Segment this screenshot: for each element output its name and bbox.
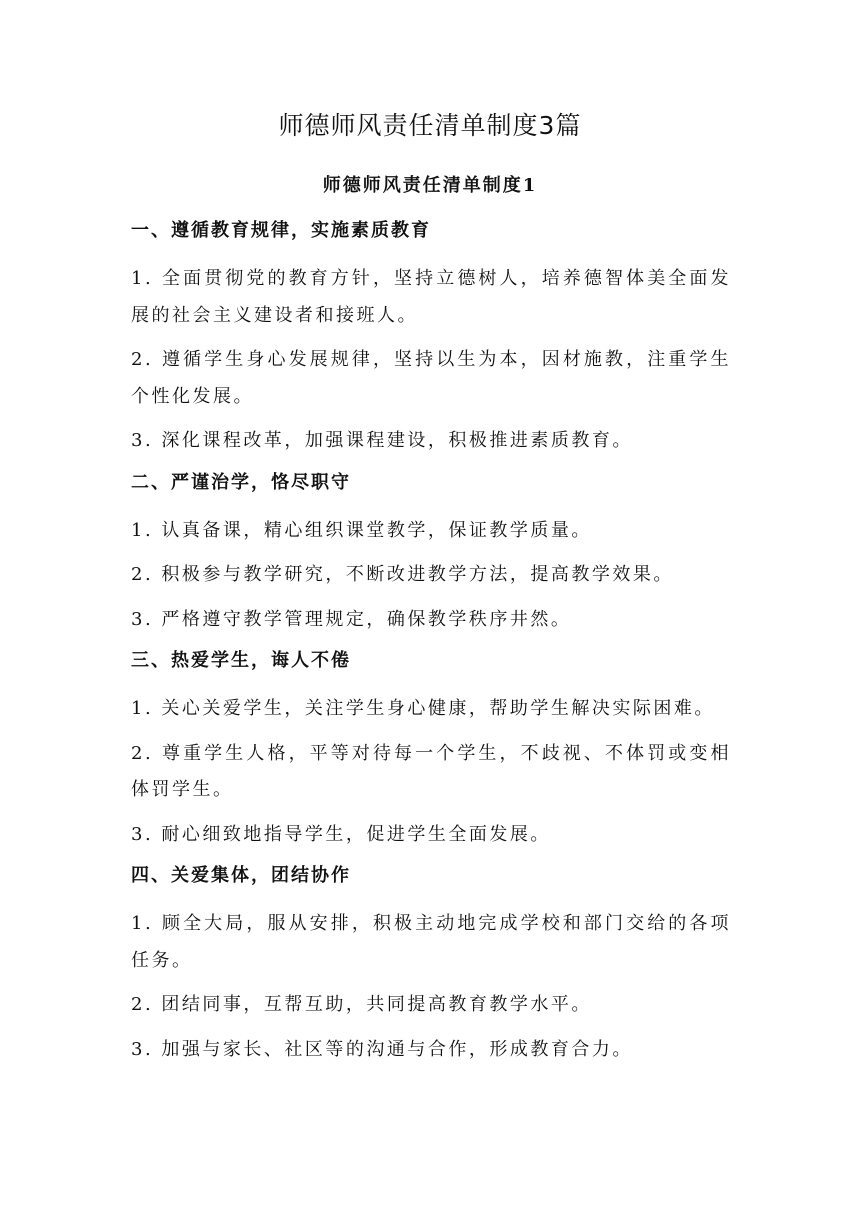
section-3 bbox=[131, 646, 731, 853]
list-item: 2. 尊重学生人格，平等对待每一个学生，不歧视、不体罚或变相体罚学生。 bbox=[131, 742, 731, 800]
section-heading: 一、遵循教育规律，实施素质教育 bbox=[131, 220, 431, 241]
section-heading: 四、关爱集体，团结协作 bbox=[131, 865, 351, 886]
section-heading: 二、严谨治学，恪尽职守 bbox=[131, 471, 351, 493]
list-item: 2. 积极参与教学研究，不断改进教学方法，提高教学效果。 bbox=[131, 564, 674, 585]
list-item: 3. 加强与家长、社区等的沟通与合作，形成教育合力。 bbox=[131, 1038, 633, 1060]
list-item: 3. 耐心细致地指导学生，促进学生全面发展。 bbox=[131, 823, 551, 845]
document-body bbox=[131, 216, 731, 1076]
list-item: 3. 严格遵守教学管理规定，确保教学秩序井然。 bbox=[131, 608, 572, 630]
section-4 bbox=[131, 861, 731, 1068]
list-item: 1. 顾全大局，服从安排，积极主动地完成学校和部门交给的各项任务。 bbox=[131, 913, 731, 971]
list-item: 3. 深化课程改革，加强课程建设，积极推进素质教育。 bbox=[131, 430, 633, 451]
list-item: 2. 团结同事，互帮互助，共同提高教育教学水平。 bbox=[131, 994, 592, 1015]
list-item: 1. 认真备课，精心组织课堂教学，保证教学质量。 bbox=[131, 519, 592, 541]
list-item: 1. 关心关爱学生，关注学生身心健康，帮助学生解决实际困难。 bbox=[131, 698, 715, 719]
document-subtitle: 师德师风责任清单制度1 bbox=[322, 175, 538, 196]
document-title: 师德师风责任清单制度3篇 bbox=[278, 111, 582, 140]
section-2 bbox=[131, 468, 731, 639]
list-item: 2. 遵循学生身心发展规律，坚持以生为本，因材施教，注重学生个性化发展。 bbox=[131, 349, 731, 407]
section-1 bbox=[131, 216, 731, 460]
list-item: 1. 全面贯彻党的教育方针，坚持立德树人，培养德智体美全面发展的社会主义建设者和接班人。 bbox=[131, 268, 731, 326]
section-heading: 三、热爱学生，诲人不倦 bbox=[131, 650, 351, 671]
